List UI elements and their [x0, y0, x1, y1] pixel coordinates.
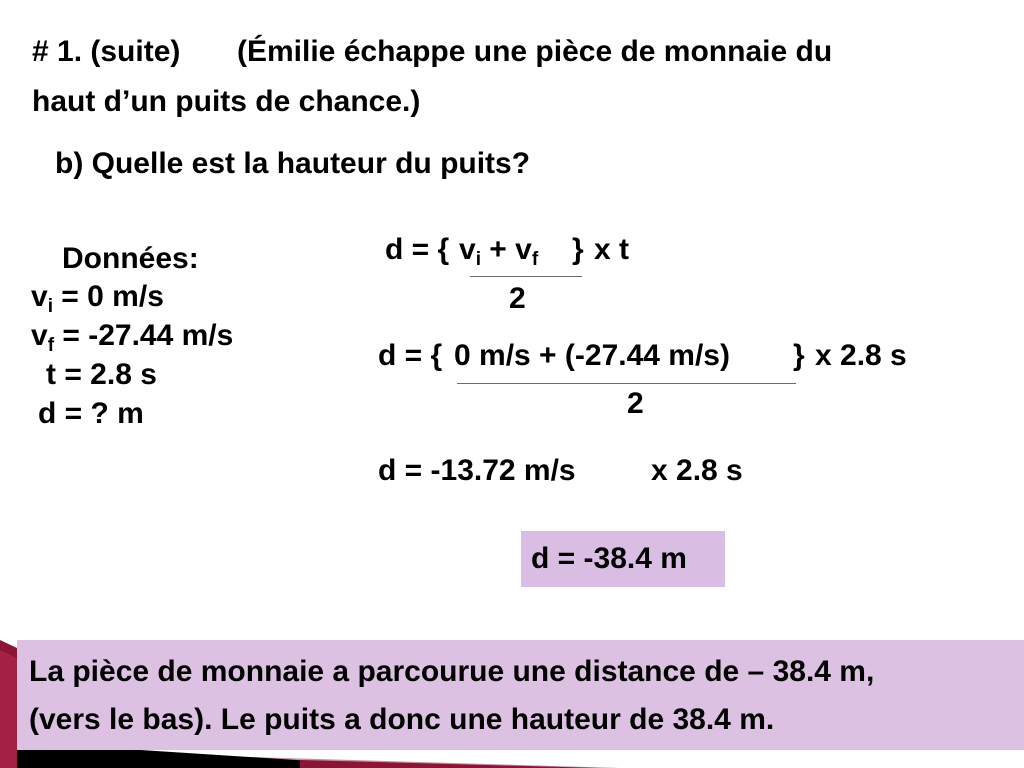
given-t: t = 2.8 s	[46, 358, 157, 391]
substitution-times: x 2.8 s	[815, 339, 907, 372]
deco-dark-wedge	[300, 760, 600, 768]
conclusion-line1: La pièce de monnaie a parcourue une distance de – 38.4 m,	[29, 655, 875, 688]
substitution-close-brace: }	[793, 339, 805, 372]
substitution-numerator: 0 m/s + (-27.44 m/s)	[454, 339, 730, 372]
slide-title-context: (Émilie échappe une pièce de monnaie du	[237, 35, 833, 68]
step2-times: x 2.8 s	[651, 454, 743, 487]
formula-close-brace: }	[572, 233, 584, 266]
slide-title-context-line2: haut d’un puits de chance.)	[32, 85, 421, 118]
answer-highlight	[521, 531, 725, 587]
deco-left-shade	[0, 650, 17, 768]
given-d: d = ? m	[38, 397, 144, 430]
formula-numerator: $v_i + v_f$	[459, 233, 539, 270]
step2-velocity: d = -13.72 m/s	[378, 454, 576, 487]
given-vi: $v_i = 0$ m/s	[31, 280, 164, 317]
slide-title: # 1. (suite)	[32, 35, 181, 68]
formula-lhs: d = {	[385, 233, 450, 266]
conclusion-line2: (vers le bas). Le puits a donc une hauteur de 38.4 m.	[29, 703, 775, 736]
substitution-denominator: 2	[627, 387, 644, 420]
question-text: b) Quelle est la hauteur du puits?	[55, 147, 531, 180]
formula-denominator: 2	[509, 282, 526, 315]
conclusion-box	[17, 640, 1024, 750]
formula-times: x t	[594, 233, 630, 266]
givens-heading: Données:	[62, 242, 199, 275]
deco-pink-wedge	[17, 750, 620, 768]
answer-text: d = -38.4 m	[531, 542, 687, 575]
given-vf: $v_f = -27.44$ m/s	[31, 319, 234, 356]
formula-fraction-bar	[470, 276, 582, 277]
substitution-lhs: d = {	[378, 339, 443, 372]
deco-left-bar	[0, 640, 17, 768]
substitution-fraction-bar	[457, 383, 796, 384]
